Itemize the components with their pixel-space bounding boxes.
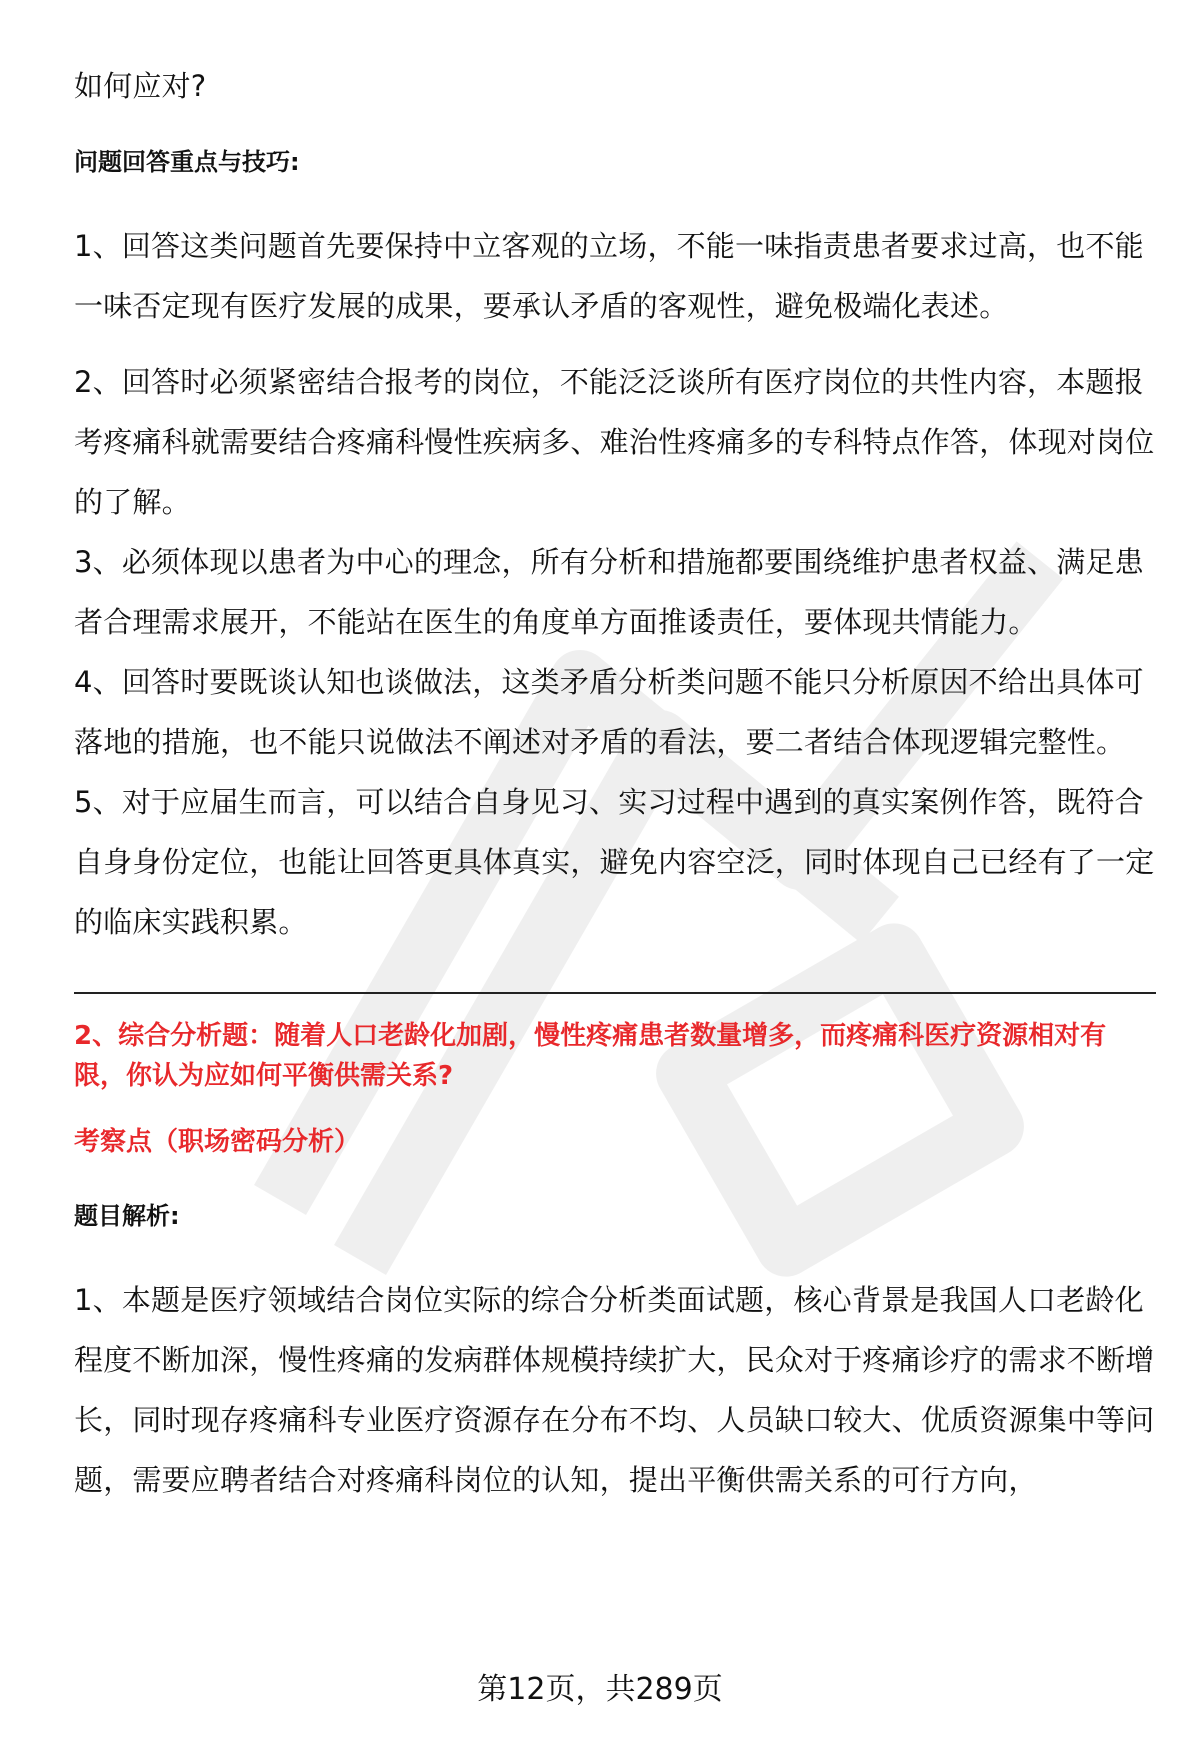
document-content — [74, 56, 1156, 1510]
tip-item: 3、必须体现以患者为中心的理念，所有分析和措施都要围绕维护患者权益、满足患者合理需求展开，不能站在医生的角度单方面推诿责任，要体现共情能力。 — [74, 545, 1144, 639]
section-divider — [74, 992, 1156, 994]
tip-item: 1、回答这类问题首先要保持中立客观的立场，不能一味指责患者要求过高，也不能一味否定现有医疗发展的成果，要承认矛盾的客观性，避免极端化表述。 — [74, 229, 1144, 323]
intro-line: 如何应对? — [74, 69, 207, 103]
analysis-heading: 题目解析: — [74, 1202, 180, 1230]
exam-point-label: 考察点（职场密码分析） — [74, 1127, 361, 1157]
question-heading: 2、综合分析题：随着人口老龄化加剧，慢性疼痛患者数量增多，而疼痛科医疗资源相对有限，你认为应如何平衡供需关系? — [74, 1021, 1107, 1091]
tip-item: 4、回答时要既谈认知也谈做法，这类矛盾分析类问题不能只分析原因不给出具体可落地的措施，也不能只说做法不阐述对矛盾的看法，要二者结合体现逻辑完整性。 — [74, 665, 1144, 759]
analysis-paragraph: 1、本题是医疗领域结合岗位实际的综合分析类面试题，核心背景是我国人口老龄化程度不断加深，慢性疼痛的发病群体规模持续扩大，民众对于疼痛诊疗的需求不断增长，同时现存疼痛科专业医疗资源存在分布不均、人员缺口较大、优质资源集中等问题，需要应聘者结合对疼痛科岗位的认知，提出平衡供需关系的可行方向， — [74, 1283, 1155, 1497]
tip-item: 2、回答时必须紧密结合报考的岗位，不能泛泛谈所有医疗岗位的共性内容，本题报考疼痛科就需要结合疼痛科慢性疾病多、难治性疼痛多的专科特点作答，体现对岗位的了解。 — [74, 365, 1155, 519]
tips-heading: 问题回答重点与技巧: — [74, 148, 300, 176]
tip-item: 5、对于应届生而言，可以结合自身见习、实习过程中遇到的真实案例作答，既符合自身身份定位，也能让回答更具体真实，避免内容空泛，同时体现自己已经有了一定的临床实践积累。 — [74, 785, 1155, 939]
page-footer: 第12页，共289页 — [477, 1672, 723, 1707]
